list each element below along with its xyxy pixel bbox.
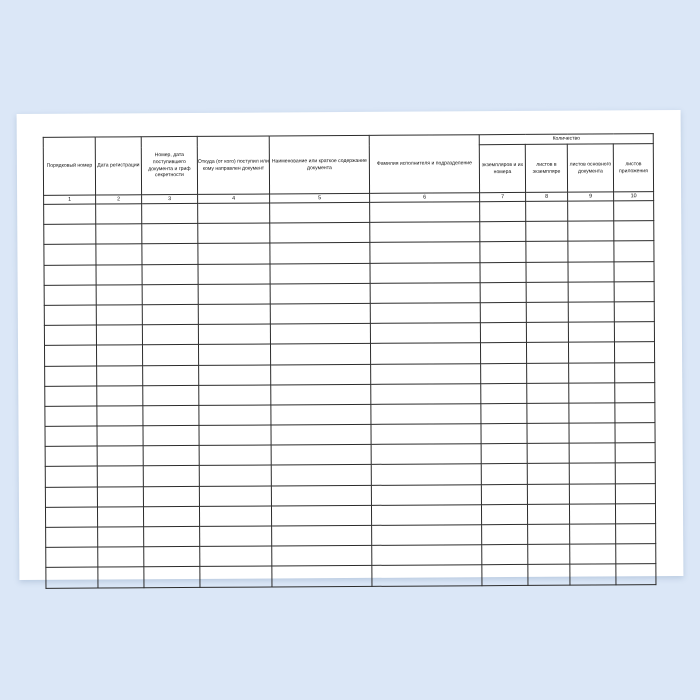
table-cell[interactable] (271, 424, 371, 445)
table-cell[interactable] (143, 425, 199, 446)
header-cell-5: Наименование или краткое содержание документа (269, 135, 369, 194)
table-cell[interactable] (199, 445, 271, 466)
table-cell[interactable] (616, 564, 656, 584)
table-cell[interactable] (614, 342, 654, 362)
table-cell[interactable] (199, 506, 271, 527)
table-cell[interactable] (199, 486, 271, 507)
table-cell[interactable] (372, 565, 482, 586)
table-cell[interactable] (481, 504, 527, 524)
column-number-8: 8 (526, 192, 568, 201)
table-cell[interactable] (480, 222, 526, 242)
table-cell[interactable] (370, 202, 480, 223)
table-cell[interactable] (44, 345, 96, 366)
table-cell[interactable] (527, 383, 569, 403)
table-cell[interactable] (570, 544, 616, 564)
table-cell[interactable] (614, 302, 654, 322)
table-cell[interactable] (371, 484, 481, 505)
table-cell[interactable] (481, 423, 527, 443)
table-cell[interactable] (615, 483, 655, 503)
table-cell[interactable] (481, 383, 527, 403)
table-cell[interactable] (372, 545, 482, 566)
table-cell[interactable] (568, 221, 614, 241)
table-cell[interactable] (614, 261, 654, 281)
table-cell[interactable] (526, 201, 568, 221)
table-cell[interactable] (143, 365, 199, 386)
table-cell[interactable] (528, 565, 570, 585)
table-cell[interactable] (45, 386, 97, 407)
header-group-quantity: Количество (479, 134, 653, 145)
table-cell[interactable] (526, 282, 568, 302)
header-cell-3: Номер, дата поступившего документа и гриф секретности (141, 136, 197, 194)
table-cell[interactable] (480, 262, 526, 282)
table-cell[interactable] (482, 524, 528, 544)
table-cell[interactable] (526, 221, 568, 241)
table-cell[interactable] (97, 446, 143, 466)
header-cell-8: листов в экземпляре (525, 144, 567, 192)
table-cell[interactable] (98, 567, 144, 587)
table-cell[interactable] (371, 383, 481, 404)
table-cell[interactable] (198, 324, 270, 345)
table-cell[interactable] (199, 405, 271, 426)
table-cell[interactable] (96, 325, 142, 345)
table-row[interactable] (46, 564, 656, 588)
table-cell[interactable] (528, 544, 570, 564)
table-cell[interactable] (270, 344, 370, 365)
table-cell[interactable] (371, 444, 481, 465)
table-cell[interactable] (142, 304, 198, 325)
table-cell[interactable] (44, 305, 96, 326)
table-cell[interactable] (271, 505, 371, 526)
table-cell[interactable] (371, 464, 481, 485)
table-cell[interactable] (98, 527, 144, 547)
column-number-1: 1 (44, 195, 96, 204)
table-cell[interactable] (569, 463, 615, 483)
table-cell[interactable] (96, 305, 142, 325)
table-cell[interactable] (270, 324, 370, 345)
table-cell[interactable] (45, 487, 97, 508)
table-cell[interactable] (45, 426, 97, 447)
table-cell[interactable] (527, 403, 569, 423)
table-cell[interactable] (198, 243, 270, 264)
table-cell[interactable] (198, 264, 270, 285)
table-cell[interactable] (371, 404, 481, 425)
table-cell[interactable] (199, 364, 271, 385)
table-cell[interactable] (481, 363, 527, 383)
table-cell[interactable] (142, 203, 198, 224)
table-cell[interactable] (527, 363, 569, 383)
table-cell[interactable] (200, 566, 272, 587)
table-cell[interactable] (570, 564, 616, 584)
paper-sheet (17, 110, 684, 580)
table-cell[interactable] (198, 284, 270, 305)
table-cell[interactable] (569, 362, 615, 382)
table-cell[interactable] (142, 244, 198, 265)
table-cell[interactable] (569, 443, 615, 463)
table-cell[interactable] (615, 443, 655, 463)
table-cell[interactable] (271, 445, 371, 466)
table-cell[interactable] (568, 241, 614, 261)
table-cell[interactable] (45, 366, 97, 387)
table-cell[interactable] (142, 345, 198, 366)
table-cell[interactable] (98, 547, 144, 567)
table-cell[interactable] (481, 464, 527, 484)
table-cell[interactable] (143, 466, 199, 487)
table-cell[interactable] (615, 403, 655, 423)
table-cell[interactable] (143, 405, 199, 426)
table-cell[interactable] (527, 484, 569, 504)
table-cell[interactable] (526, 342, 568, 362)
table-cell[interactable] (568, 261, 614, 281)
table-cell[interactable] (97, 466, 143, 486)
table-cell[interactable] (271, 384, 371, 405)
table-cell[interactable] (270, 283, 370, 304)
registration-journal-table (43, 133, 657, 588)
table-cell[interactable] (45, 446, 97, 467)
table-cell[interactable] (198, 304, 270, 325)
table-cell[interactable] (482, 545, 528, 565)
table-cell[interactable] (569, 383, 615, 403)
header-cell-6: Фамилия исполнителя и подразделение (369, 135, 479, 194)
header-cell-9: листов основного документа (567, 144, 613, 192)
table-cell[interactable] (45, 466, 97, 487)
table-cell[interactable] (480, 242, 526, 262)
table-cell[interactable] (370, 222, 480, 243)
table-cell[interactable] (616, 544, 656, 564)
table-cell[interactable] (44, 265, 96, 286)
table-cell[interactable] (569, 484, 615, 504)
journal-table-container (43, 133, 656, 588)
table-cell[interactable] (44, 325, 96, 346)
table-cell[interactable] (142, 325, 198, 346)
table-cell[interactable] (570, 524, 616, 544)
table-cell[interactable] (615, 382, 655, 402)
table-cell[interactable] (97, 365, 143, 385)
table-cell[interactable] (568, 201, 614, 221)
table-cell[interactable] (568, 342, 614, 362)
table-cell[interactable] (371, 424, 481, 445)
table-cell[interactable] (370, 282, 480, 303)
table-cell[interactable] (144, 567, 200, 588)
table-cell[interactable] (96, 244, 142, 264)
table-cell[interactable] (370, 303, 480, 324)
table-cell[interactable] (527, 464, 569, 484)
table-cell[interactable] (480, 282, 526, 302)
table-cell[interactable] (371, 505, 481, 526)
table-cell[interactable] (96, 264, 142, 284)
table-cell[interactable] (370, 242, 480, 263)
table-cell[interactable] (96, 224, 142, 244)
table-cell[interactable] (272, 566, 372, 587)
table-cell[interactable] (370, 323, 480, 344)
column-number-10: 10 (614, 192, 654, 201)
table-cell[interactable] (44, 244, 96, 265)
table-cell[interactable] (270, 263, 370, 284)
table-cell[interactable] (142, 284, 198, 305)
table-cell[interactable] (46, 547, 98, 568)
table-cell[interactable] (200, 546, 272, 567)
table-header (43, 134, 653, 205)
table-cell[interactable] (97, 406, 143, 426)
table-cell[interactable] (615, 503, 655, 523)
table-cell[interactable] (615, 423, 655, 443)
column-number-5: 5 (270, 193, 370, 203)
table-cell[interactable] (370, 343, 480, 364)
header-cell-7: экземпляров и их номера (479, 144, 525, 192)
header-cell-1: Порядковый номер (43, 137, 95, 195)
table-cell[interactable] (97, 486, 143, 506)
table-cell[interactable] (615, 362, 655, 382)
table-cell[interactable] (96, 204, 142, 224)
table-cell[interactable] (46, 567, 98, 588)
table-cell[interactable] (97, 426, 143, 446)
table-cell[interactable] (614, 281, 654, 301)
table-cell[interactable] (143, 446, 199, 467)
column-number-2: 2 (96, 195, 142, 204)
table-cell[interactable] (96, 345, 142, 365)
table-cell[interactable] (143, 385, 199, 406)
table-cell[interactable] (270, 303, 370, 324)
table-cell[interactable] (270, 202, 370, 223)
table-cell[interactable] (198, 203, 270, 224)
table-cell[interactable] (480, 302, 526, 322)
column-number-7: 7 (480, 192, 526, 201)
table-cell[interactable] (528, 524, 570, 544)
table-cell[interactable] (44, 285, 96, 306)
table-cell[interactable] (199, 425, 271, 446)
table-cell[interactable] (44, 204, 96, 225)
header-cell-10: листов приложения (613, 144, 653, 192)
table-cell[interactable] (568, 322, 614, 342)
table-cell[interactable] (372, 525, 482, 546)
table-cell[interactable] (144, 547, 200, 568)
table-cell[interactable] (270, 223, 370, 244)
table-cell[interactable] (142, 264, 198, 285)
table-cell[interactable] (199, 465, 271, 486)
table-cell[interactable] (481, 403, 527, 423)
table-cell[interactable] (526, 262, 568, 282)
table-cell[interactable] (371, 363, 481, 384)
table-cell[interactable] (526, 242, 568, 262)
table-cell[interactable] (481, 444, 527, 464)
table-cell[interactable] (568, 282, 614, 302)
table-cell[interactable] (143, 506, 199, 527)
table-cell[interactable] (271, 364, 371, 385)
table-cell[interactable] (614, 241, 654, 261)
table-cell[interactable] (480, 201, 526, 221)
table-cell[interactable] (616, 524, 656, 544)
table-cell[interactable] (270, 243, 370, 264)
table-body (44, 201, 656, 588)
table-cell[interactable] (144, 526, 200, 547)
header-cell-4: Откуда (от кого) поступил или кому направлен документ (197, 136, 269, 194)
table-cell[interactable] (568, 302, 614, 322)
table-cell[interactable] (480, 343, 526, 363)
table-cell[interactable] (614, 322, 654, 342)
table-cell[interactable] (46, 527, 98, 548)
table-cell[interactable] (44, 224, 96, 245)
table-cell[interactable] (271, 485, 371, 506)
table-cell[interactable] (271, 465, 371, 486)
table-cell[interactable] (96, 285, 142, 305)
table-cell[interactable] (526, 302, 568, 322)
table-cell[interactable] (198, 223, 270, 244)
table-cell[interactable] (569, 504, 615, 524)
table-cell[interactable] (143, 486, 199, 507)
table-cell[interactable] (527, 443, 569, 463)
table-cell[interactable] (272, 525, 372, 546)
table-cell[interactable] (615, 463, 655, 483)
table-cell[interactable] (199, 385, 271, 406)
table-cell[interactable] (526, 322, 568, 342)
table-cell[interactable] (480, 323, 526, 343)
table-cell[interactable] (482, 565, 528, 585)
table-cell[interactable] (272, 546, 372, 567)
column-number-4: 4 (198, 194, 270, 203)
table-cell[interactable] (527, 504, 569, 524)
table-cell[interactable] (97, 507, 143, 527)
table-cell[interactable] (198, 344, 270, 365)
table-cell[interactable] (45, 406, 97, 427)
column-number-3: 3 (142, 194, 198, 203)
header-cell-2: Дата регистрации (95, 137, 141, 195)
table-cell[interactable] (614, 201, 654, 221)
table-cell[interactable] (614, 221, 654, 241)
table-cell[interactable] (481, 484, 527, 504)
table-cell[interactable] (97, 385, 143, 405)
table-cell[interactable] (569, 423, 615, 443)
table-cell[interactable] (569, 403, 615, 423)
table-cell[interactable] (271, 404, 371, 425)
column-number-9: 9 (568, 192, 614, 201)
table-cell[interactable] (527, 423, 569, 443)
table-cell[interactable] (142, 224, 198, 245)
table-cell[interactable] (200, 526, 272, 547)
column-number-6: 6 (370, 193, 480, 203)
table-cell[interactable] (370, 262, 480, 283)
table-cell[interactable] (45, 507, 97, 528)
